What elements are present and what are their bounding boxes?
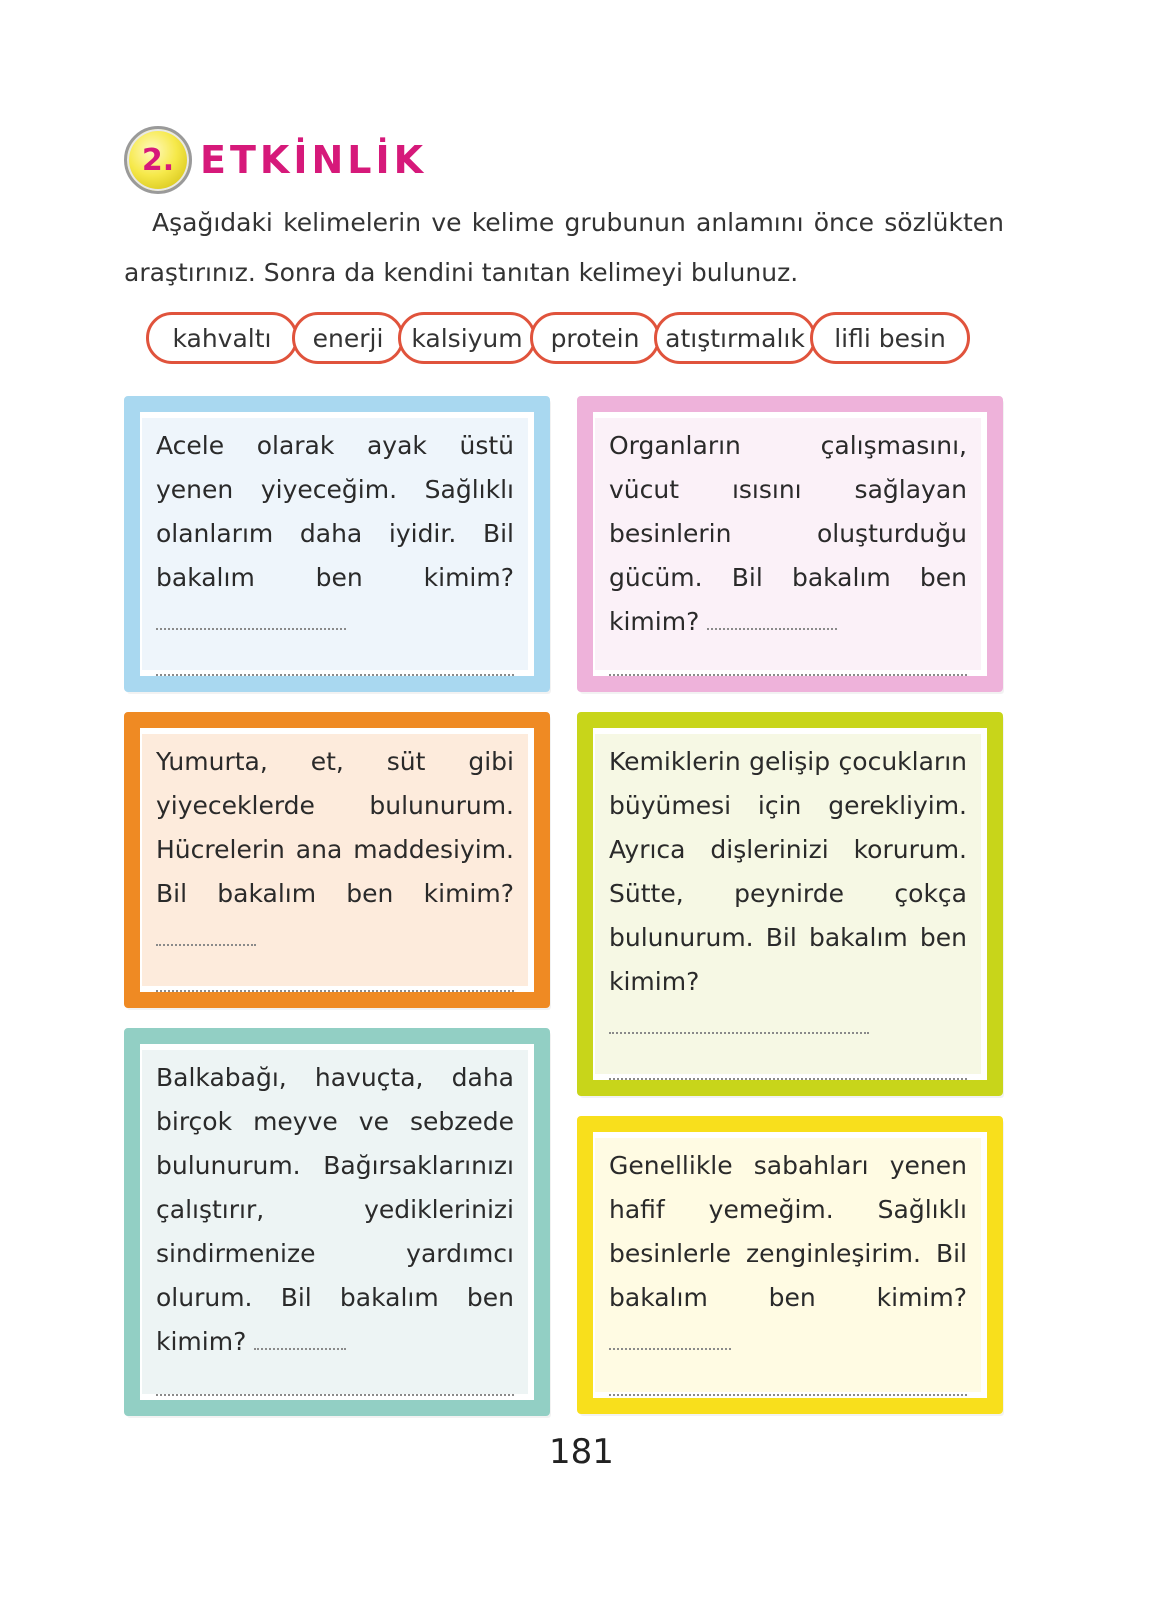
riddle-card-kalsiyum xyxy=(577,712,1003,1096)
answer-blank[interactable] xyxy=(609,1014,869,1034)
riddle-text: Balkabağı, havuçta, daha birçok meyve ve sebzede bulunurum. Bağırsaklarınızı çalıştırır, yediklerinizi sindirmenize yardımcı olurum. Bil bakalım ben kimim? xyxy=(156,1063,514,1356)
word-protein: protein xyxy=(530,312,660,364)
answer-blank[interactable] xyxy=(254,1330,346,1350)
card-body xyxy=(595,734,981,1074)
card-body xyxy=(142,734,528,986)
riddle-text: Yumurta, et, süt gibi yiyeceklerde bulunurum. Hücrelerin ana maddesiyim. Bil bakalım ben kimim? xyxy=(156,747,514,908)
page-number: 181 xyxy=(549,1432,614,1472)
activity-number: 2. xyxy=(141,142,175,178)
answer-line[interactable] xyxy=(156,652,514,676)
answer-line[interactable] xyxy=(156,1372,514,1396)
card-body xyxy=(142,418,528,670)
activity-title: ETKİNLİK xyxy=(200,138,428,182)
card-body xyxy=(595,1138,981,1392)
riddle-text: Kemiklerin gelişip çocukların büyümesi için gerekliyim. Ayrıca dişlerinizi korurum. Sütte, peynirde çokça bulunurum. Bil bakalım ben kimim? xyxy=(609,747,967,996)
activity-number-badge xyxy=(124,126,192,194)
card-body xyxy=(142,1050,528,1394)
riddle-card-lifli-besin xyxy=(124,1028,550,1416)
riddle-card-atistirmalik xyxy=(124,396,550,692)
answer-line[interactable] xyxy=(609,1056,967,1080)
instructions-text: Aşağıdaki kelimelerin ve kelime grubunun anlamını önce sözlükten araştırınız. Sonra da kendini tanıtan kelimeyi bulunuz. xyxy=(124,208,1004,287)
answer-blank[interactable] xyxy=(156,926,256,946)
answer-blank[interactable] xyxy=(156,610,346,630)
answer-line[interactable] xyxy=(156,968,514,992)
riddle-text: Genellikle sabahları yenen hafif yemeğim. Sağlıklı besinlerle zenginleşirim. Bil bakalım ben kimim? xyxy=(609,1151,967,1312)
riddle-card-protein xyxy=(124,712,550,1008)
riddle-card-kahvalti xyxy=(577,1116,1003,1414)
riddle-card-enerji xyxy=(577,396,1003,692)
riddle-text: Organların çalışmasını, vücut ısısını sağlayan besinlerin oluşturduğu gücüm. Bil bakalım ben kimim? xyxy=(609,431,967,636)
word-enerji: enerji xyxy=(292,312,404,364)
word-kalsiyum: kalsiyum xyxy=(398,312,536,364)
instructions xyxy=(124,198,1004,298)
riddle-text: Acele olarak ayak üstü yenen yiyeceğim. Sağlıklı olanlarım daha iyidir. Bil bakalım ben kimim? xyxy=(156,431,514,592)
answer-line[interactable] xyxy=(609,1372,967,1396)
answer-blank[interactable] xyxy=(707,610,837,630)
word-kahvalti: kahvaltı xyxy=(146,312,298,364)
word-atistirmalik: atıştırmalık xyxy=(654,312,816,364)
answer-line[interactable] xyxy=(609,652,967,676)
word-bank xyxy=(146,312,980,368)
card-body xyxy=(595,418,981,670)
answer-blank[interactable] xyxy=(609,1330,731,1350)
activity-header xyxy=(124,128,427,192)
word-lifli-besin: lifli besin xyxy=(810,312,970,364)
